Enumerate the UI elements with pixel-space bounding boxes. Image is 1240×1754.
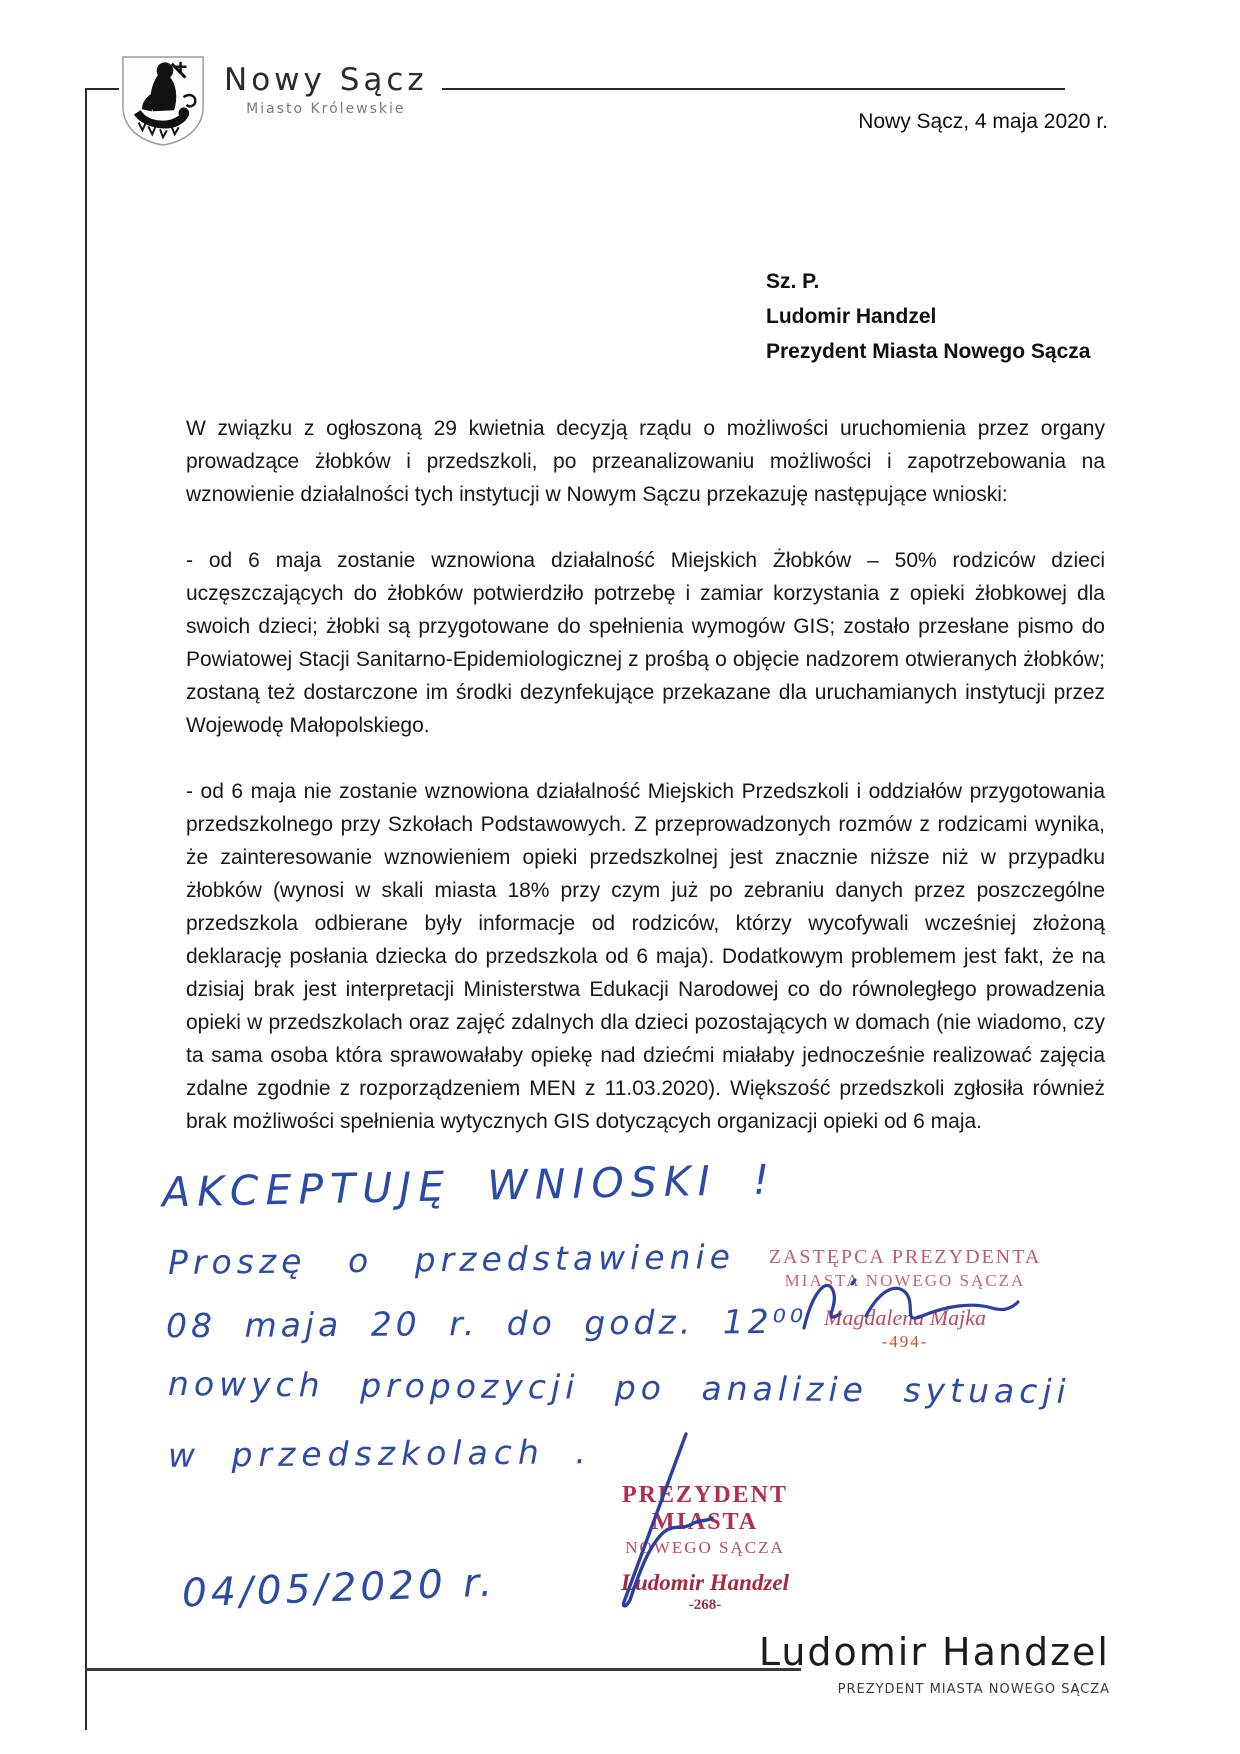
deputy-stamp-title-line2: MIASTA NOWEGO SĄCZA: [784, 1271, 1026, 1290]
handwritten-request-line-1: Proszę o przedstawienie: [167, 1237, 736, 1282]
deputy-stamp-title-line1: ZASTĘPCA PREZYDENTA: [768, 1246, 1042, 1268]
footer-divider: [85, 1668, 801, 1671]
mayor-stamp-title-line1: PREZYDENT MIASTA: [621, 1482, 789, 1535]
handwritten-request-line-3: nowych propozycji po analizie sytuacji: [167, 1364, 1071, 1411]
paragraph-intro: W związku z ogłoszoną 29 kwietnia decyzją rządu o możliwości uruchomienia przez organy prowadzące żłobków i przedszkoli, po przeanalizowaniu możliwości i zapotrzebowania na wznowienie działalności tych instytucji w Nowym Sączu przekazuję następujące wnioski:: [186, 417, 1105, 506]
footer-signatory-name: Ludomir Handzel: [758, 1630, 1110, 1674]
mayor-stamp-name: Ludomir Handzel: [620, 1570, 790, 1595]
city-coat-of-arms-icon: [119, 54, 207, 148]
paragraph-przedszkola: - od 6 maja nie zostanie wznowiona działalność Miejskich Przedszkoli i oddziałów przygotowania przedszkolnego przy Szkołach Podstawowych. Z przeprowadzonych rozmów z rodzicami wynika, że zainteresowanie wznowieniem opieki przedszkolnej jest znacznie niższe niż w przypadku żłobków (wynosi w skali miasta 18% przy czym już po zebraniu danych przez poszczególne przedszkola odbierane były informacje od rodziców, którzy wycofywali wcześniej złożoną deklarację posłania dziecka do przedszkola od 6 maja). Dodatkowym problemem jest fakt, że na dzisiaj brak jest interpretacji Ministerstwa Edukacji Narodowej co do równoległego prowadzenia opieki w przedszkolach oraz zajęć zdalnych dla dzieci pozostających w domach (nie wiadomo, czy ta sama osoba która sprawowałaby opiekę nad dziećmi miałaby jednocześnie realizować zajęcia zdalne zgodnie z rozporządzeniem MEN z 11.03.2020). Większość przedszkoli zgłosiła również brak możliwości spełnienia wytycznych GIS dotyczących organizacji opieki od 6 maja.: [186, 780, 1105, 1133]
handwritten-date: 04/05/2020 r.: [181, 1560, 497, 1617]
handwritten-request-line-4: w przedszkolach .: [167, 1432, 592, 1475]
letter-body: [186, 412, 1105, 1171]
city-motto: Miasto Królewskie: [246, 101, 406, 117]
addressee-name: Ludomir Handzel: [766, 305, 937, 328]
page-border-top-left: [85, 88, 119, 90]
addressee-salutation: Sz. P.: [766, 270, 820, 293]
handwritten-approval-line: AKCEPTUJĘ WNIOSKI !: [161, 1155, 777, 1217]
page-border-top-right: [442, 88, 1065, 90]
mayor-stamp-number: -268-: [688, 1597, 722, 1613]
paragraph-zlobki: - od 6 maja zostanie wznowiona działalność Miejskich Żłobków – 50% rodziców dzieci uczęszczających do żłobków potwierdziło potrzebę i zamiar korzystania z opieki żłobkowej dla swoich dzieci; żłobki są przygotowane do spełnienia wymogów GIS; zostało przesłane pismo do Powiatowej Stacji Sanitarno-Epidemiologicznej z prośbą o objęcie nadzorem otwieranych żłobków; zostaną też dostarczone im środki dezynfekujące przekazane dla uruchamianych instytucji przez Wojewodę Małopolskiego.: [186, 549, 1105, 737]
page-border-left: [85, 88, 87, 1730]
footer-signatory-title: PREZYDENT MIASTA NOWEGO SĄCZA: [837, 1682, 1110, 1697]
city-name: Nowy Sącz: [224, 62, 428, 98]
handwritten-request-line-2: 08 maja 20 r. do godz. 12⁰⁰: [165, 1301, 808, 1346]
addressee-block: [766, 264, 1090, 369]
mayor-stamp-title-line2: NOWEGO SĄCZA: [625, 1538, 785, 1557]
deputy-stamp-name: Magdalena Majka: [824, 1305, 986, 1330]
deputy-stamp-number: -494-: [881, 1332, 929, 1351]
document-dateline: Nowy Sącz, 4 maja 2020 r.: [858, 110, 1108, 133]
city-brand: [224, 62, 428, 117]
addressee-title: Prezydent Miasta Nowego Sącza: [766, 340, 1091, 363]
deputy-mayor-stamp: [762, 1246, 1048, 1352]
mayor-stamp: [570, 1482, 840, 1614]
